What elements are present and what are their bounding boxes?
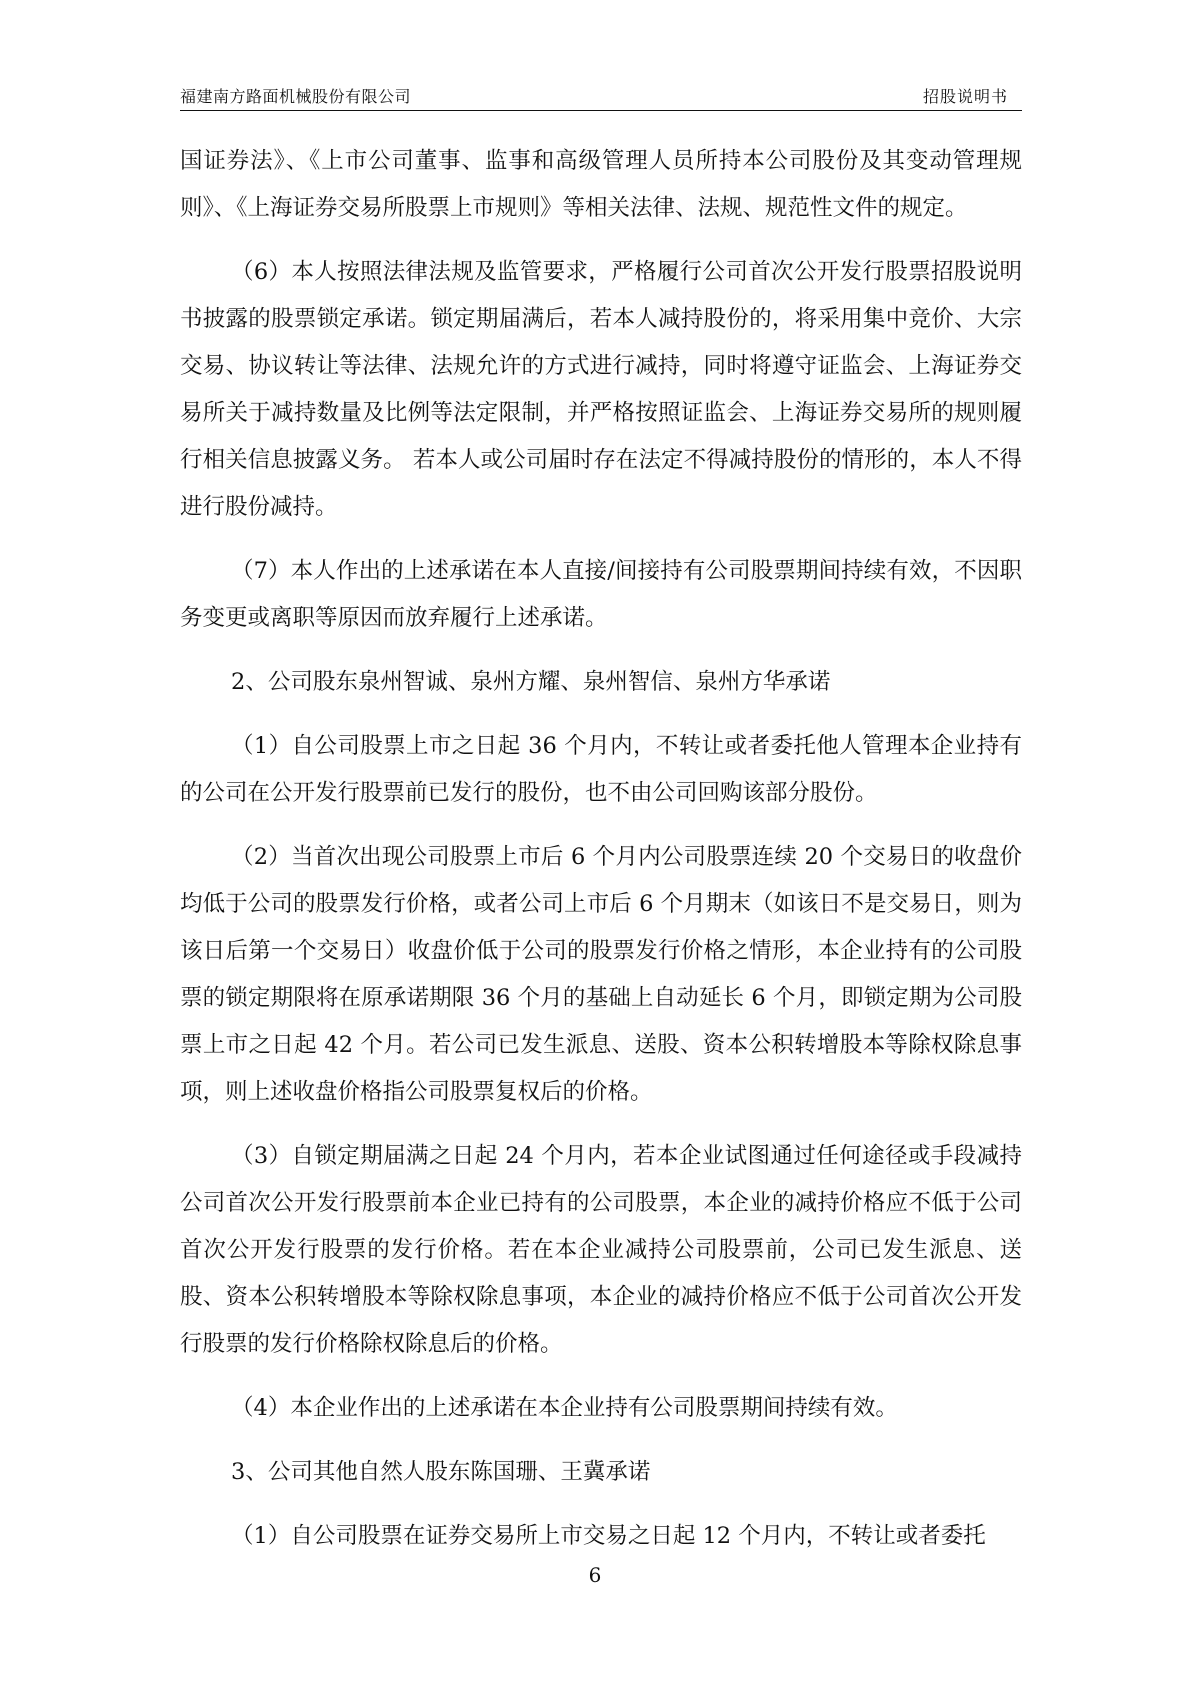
paragraph: （3）自锁定期届满之日起 24 个月内，若本企业试图通过任何途径或手段减持公司首次公开发行股票前本企业已持有的公司股票，本企业的减持价格应不低于公司首次公开发行股票的发行价格。若在本企业减持公司股票前，公司已发生派息、送股、资本公积转增股本等除权除息事项，本企业的减持价格应不低于公司首次公开发行股票的发行价格除权除息后的价格。: [180, 1143, 1022, 1357]
paragraph: 国证券法》、《上市公司董事、监事和高级管理人员所持本公司股份及其变动管理规则》、《上海证券交易所股票上市规则》等相关法律、法规、规范性文件的规定。: [180, 148, 1022, 221]
header-company-name: 福建南方路面机械股份有限公司: [180, 87, 412, 106]
page-number: 6: [588, 1563, 602, 1587]
paragraph: （1）自公司股票在证券交易所上市交易之日起 12 个月内，不转让或者委托: [231, 1523, 986, 1549]
document-body: [180, 138, 1022, 1577]
header-document-type: 招股说明书: [922, 87, 1008, 106]
paragraph: （1）自公司股票上市之日起 36 个月内，不转让或者委托他人管理本企业持有的公司在公开发行股票前已发行的股份，也不由公司回购该部分股份。: [180, 733, 1022, 806]
page-header: [180, 84, 1022, 110]
paragraph: （7）本人作出的上述承诺在本人直接/间接持有公司股票期间持续有效，不因职务变更或离职等原因而放弃履行上述承诺。: [180, 558, 1022, 631]
paragraph: （6）本人按照法律法规及监管要求，严格履行公司首次公开发行股票招股说明书披露的股票锁定承诺。锁定期届满后，若本人减持股份的，将采用集中竞价、大宗交易、协议转让等法律、法规允许的方式进行减持，同时将遵守证监会、上海证券交易所关于减持数量及比例等法定限制，并严格按照证监会、上海证券交易所的规则履行相关信息披露义务。 若本人或公司届时存在法定不得减持股份的情形的，本人不得进行股份减持。: [180, 259, 1022, 520]
header-divider: [180, 110, 1022, 111]
paragraph: （2）当首次出现公司股票上市后 6 个月内公司股票连续 20 个交易日的收盘价均低于公司的股票发行价格，或者公司上市后 6 个月期末（如该日不是交易日，则为该日后第一个交易日）收盘价低于公司的股票发行价格之情形，本企业持有的公司股票的锁定期限将在原承诺期限 36 个月的基础上自动延长 6 个月，即锁定期为公司股票上市之日起 42 个月。若公司已发生派息、送股、资本公积转增股本等除权除息事项，则上述收盘价格指公司股票复权后的价格。: [180, 844, 1022, 1105]
section-heading: 2、公司股东泉州智诚、泉州方耀、泉州智信、泉州方华承诺: [231, 669, 831, 695]
paragraph: （4）本企业作出的上述承诺在本企业持有公司股票期间持续有效。: [231, 1395, 898, 1421]
section-heading: 3、公司其他自然人股东陈国珊、王冀承诺: [231, 1459, 651, 1485]
